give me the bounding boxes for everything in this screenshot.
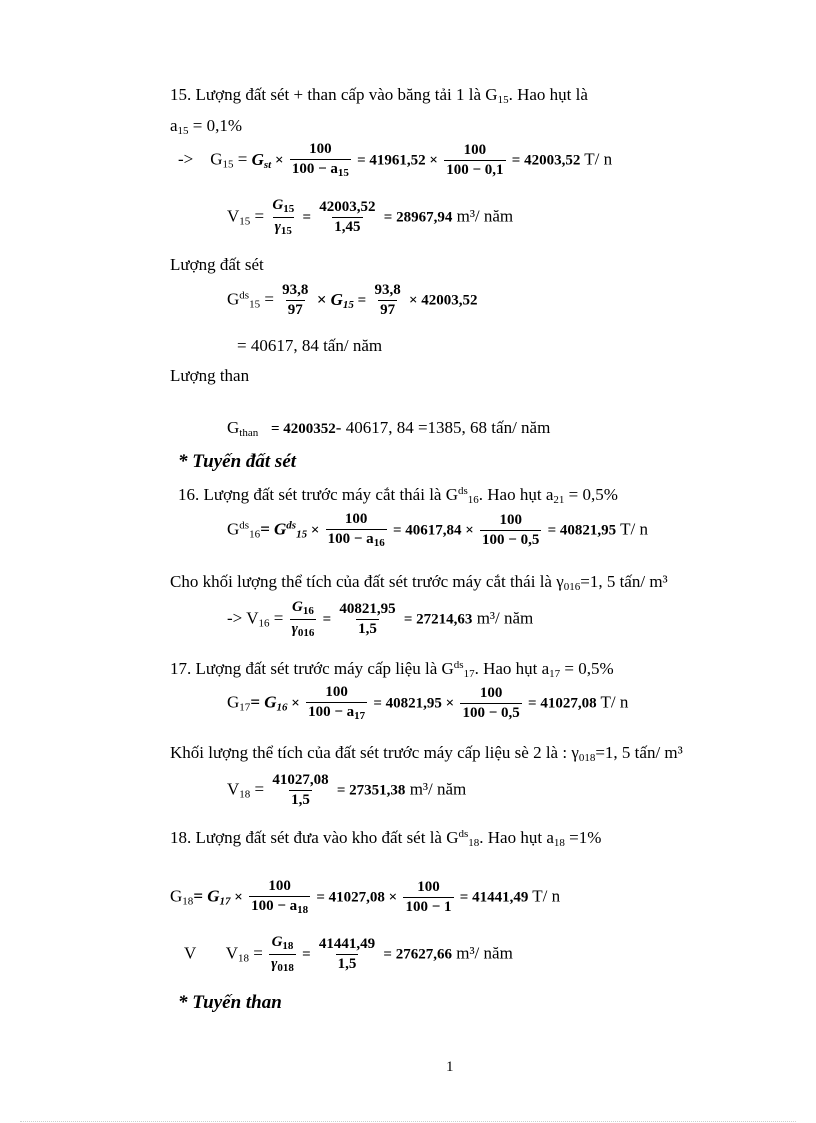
fraction: $\frac{93,8}{97}$ xyxy=(282,282,309,318)
fraction: $\frac{41027,08}{1,5}$ xyxy=(272,772,329,808)
fraction: $\frac{100}{100 - a_{15}}$ xyxy=(291,141,349,179)
s15-gthan-equation: $G_{than}$ = 4200352- 40617, 84 =1385, 68 tấn/ năm xyxy=(227,418,551,439)
s16-g-equation: $G^{ds}_{16}= G^{ds}_{15}$ × $\frac{100}{100 - a_{16}}$ = 40617,84 × $\frac{100}{100 - 0,5}$ = 40821,95 T/ n xyxy=(227,511,648,549)
fraction: $\frac{100}{100 - a_{17}}$ xyxy=(308,684,366,722)
fraction: $\frac{G_{15}}{\gamma_{15}}$ xyxy=(272,197,295,237)
s15-v-equation: $V_{15}$ = $\frac{G_{15}}{\gamma_{15}}$ = $\frac{42003,52}{1,45}$ = 28967,94 m³/ năm xyxy=(227,197,514,237)
s15-title: 15. Lượng đất sét + than cấp vào băng tải 1 là $G_{15}$. Hao hụt là xyxy=(170,85,588,106)
fraction: $\frac{100}{100 - 1}$ xyxy=(405,878,452,915)
s18-g-equation: $G_{18}= G_{17}$ × $\frac{100}{100 - a_{18}}$ = 41027,08 × $\frac{100}{100 - 1}$ = 41441,49 T/ n xyxy=(170,878,561,916)
fraction: $\frac{93,8}{97}$ xyxy=(374,282,401,318)
fraction: $\frac{41441,49}{1,5}$ xyxy=(318,935,376,972)
s16-title: 16. Lượng đất sét trước máy cắt thái là $G^{ds}_{16}$. Hao hụt $a_{21} = 0,5\%$ xyxy=(178,485,618,506)
s15-loss: $a_{15} = 0,1\%$ xyxy=(170,116,243,137)
fraction: $\frac{40821,95}{1,5}$ xyxy=(339,600,396,637)
fraction: $\frac{100}{100 - 0,5}$ xyxy=(462,684,520,721)
page-number: 1 xyxy=(446,1059,454,1075)
page-footer-divider xyxy=(20,1121,796,1122)
s15-gds-equation: $G^{ds}_{15}$ = $\frac{93,8}{97}$ × $G_{15}$ = $\frac{93,8}{97}$ × 42003,52 xyxy=(227,282,478,318)
coal-line-heading: * Tuyến than xyxy=(178,992,282,1013)
fraction: $\frac{100}{100 - a_{16}}$ xyxy=(327,511,385,549)
s15-gds-result: = 40617, 84 tấn/ năm xyxy=(237,336,383,355)
fraction: $\frac{100}{100 - 0,5}$ xyxy=(482,511,540,548)
clay-line-heading: * Tuyến đất sét xyxy=(178,451,297,472)
fraction: $\frac{G_{16}}{\gamma_{016}}$ xyxy=(291,599,315,639)
s17-g-equation: $G_{17}= G_{16}$ × $\frac{100}{100 - a_{17}}$ = 40821,95 × $\frac{100}{100 - 0,5}$ = 41027,08 T/ n xyxy=(227,684,629,722)
s17-v-equation: $V_{18}$ = $\frac{41027,08}{1,5}$ = 27351,38 m³/ năm xyxy=(227,772,467,808)
s18-v-equation: V $V_{18}$ = $\frac{G_{18}}{\gamma_{018}}$ = $\frac{41441,49}{1,5}$ = 27627,66 m³/ năm xyxy=(184,934,513,974)
fraction: $\frac{G_{18}}{\gamma_{018}}$ xyxy=(271,934,294,974)
s16-v-equation: -> $V_{16}$ = $\frac{G_{16}}{\gamma_{016}}$ = $\frac{40821,95}{1,5}$ = 27214,63 m³/ năm xyxy=(227,599,534,639)
s16-density: Cho khối lượng thể tích của đất sét trước máy cắt thái là $\gamma_{016}=1$, 5 tấn/ m³ xyxy=(170,572,668,593)
fraction: $\frac{100}{100 - 0,1}$ xyxy=(446,141,504,178)
s15-g-equation: -> $G_{15} = G_{st}$ × $\frac{100}{100 - a_{15}}$ = 41961,52 × $\frac{100}{100 - 0,1}$ = 42003,52 T/ n xyxy=(178,141,613,179)
fraction: $\frac{100}{100 - a_{18}}$ xyxy=(251,878,309,916)
s17-title: 17. Lượng đất sét trước máy cấp liệu là $G^{ds}_{17}$. Hao hụt $a_{17} = 0,5\%$ xyxy=(170,659,614,680)
fraction: $\frac{42003,52}{1,45}$ xyxy=(319,198,376,235)
coal-label: Lượng than xyxy=(170,366,250,385)
s17-density: Khối lượng thể tích của đất sét trước máy cấp liệu sè 2 là : $\gamma_{018}=1$, 5 tấn/ m³ xyxy=(170,743,683,764)
s18-title: 18. Lượng đất sét đưa vào kho đất sét là $G^{ds}_{18}$. Hao hụt $a_{18} =1\%$ xyxy=(170,828,602,849)
clay-label: Lượng đất sét xyxy=(170,255,264,274)
